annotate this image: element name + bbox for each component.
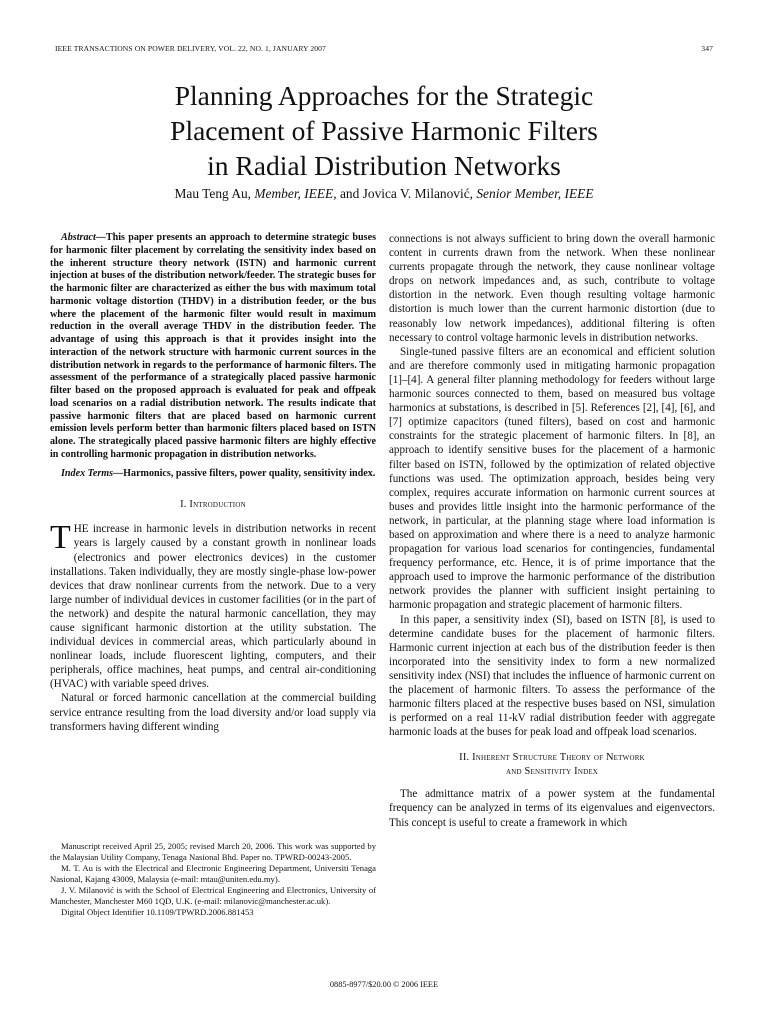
index-terms-text: Harmonics, passive filters, power quality, sensitivity index. bbox=[123, 467, 376, 479]
journal-name: IEEE TRANSACTIONS ON POWER DELIVERY, VOL. 22, NO. 1, JANUARY 2007 bbox=[55, 44, 326, 53]
section-1-title: Introduction bbox=[189, 499, 246, 511]
author-line bbox=[60, 186, 708, 202]
section-2-numeral: II. bbox=[459, 752, 470, 764]
index-terms bbox=[50, 468, 376, 481]
left-column bbox=[50, 232, 376, 734]
page-number: 347 bbox=[701, 44, 713, 53]
abstract-lead: Abstract— bbox=[61, 232, 106, 243]
abstract-text: This paper presents an approach to determine strategic buses for harmonic filter placement by correlating the sensitivity index based on the inherent structure theory network (ISTN) and harmonic current injection at buses of the distribution network/feeder. The strategic buses for the harmonic filter are characterized as either the bus with maximum total harmonic voltage distortion (THDV) in a distribution feeder, or the bus where the placement of the harmonic filter would result in maximum reduction in the overall average THDV in the distribution feeder. The advantage of using this approach is that it provides insight into the interaction of the network structure with harmonic current sources in the distribution network in regards to the performance of harmonic filters. The assessment of the performance of a strategically placed passive harmonic filter based on the proposed approach is evaluated for peak and offpeak load scenarios on a radial distribution network. The results indicate that passive harmonic filters that are placed based on harmonic current emission levels perform better than harmonic filters placed based on ISTN alone. The strategically placed passive harmonic filters are highly effective in controlling harmonic propagation in distribution networks. bbox=[50, 232, 376, 460]
right-paragraph-4: The admittance matrix of a power system at the fundamental frequency can be analyzed in terms of its eigenvalues and eigenvectors. This concept is useful to create a framework in which bbox=[389, 788, 715, 829]
right-paragraph-3: In this paper, a sensitivity index (SI), based on ISTN [8], is used to determine candidate buses for the placement of harmonic filters. Harmonic current injection at each bus of the distribution feeder is then incorporated into the sensitivity index to form a new normalized sensitivity index (NSI) that includes the influence of harmonic current on the placement of harmonic filters. To assess the performance of the harmonic filters placed at the respective buses based on NSI, simulation is performed on a real 11-kV radial distribution feeder with aggregate harmonic loads at the buses for peak load and offpeak load scenarios. bbox=[389, 613, 715, 739]
author-2-affiliation: Senior Member, IEEE bbox=[476, 186, 594, 201]
section-1-numeral: I. bbox=[180, 499, 187, 511]
footnote-received: Manuscript received April 25, 2005; revised March 20, 2006. This work was supported by the Malaysian Utility Company, Tenaga Nasional Bhd. Paper no. TPWRD-00243-2005. bbox=[50, 841, 376, 862]
author-2: Jovica V. Milanović, bbox=[362, 186, 473, 201]
intro-paragraph-2: Natural or forced harmonic cancellation at the commercial building service entrance resulting from the load diversity and/or load supply via transformers having different winding bbox=[50, 692, 376, 733]
right-column bbox=[389, 232, 715, 830]
intro-text-1: HE increase in harmonic levels in distribution networks in recent years is largely caused by a constant growth in nonlinear loads (electronics and power electronics devices) in the customer installations. Taken individually, they are mostly single-phase low-power devices that draw nonlinear currents from the network. Due to a very large number of individual devices in customer facilities (or in the part of the network) and despite the natural harmonic cancellation, they may cause significant harmonic distortion at the utility substation. The individual devices in commercial areas, which particularly abound in nonlinear loads, include fluorescent lighting, computers, and their peripherals, office machines, heat pumps, and central air-conditioning (HVAC) with variable speed drives. bbox=[50, 523, 376, 691]
title-line-3: in Radial Distribution Networks bbox=[207, 150, 561, 181]
right-paragraph-2: Single-tuned passive filters are an economical and efficient solution and are therefore commonly used in mitigating harmonic propagation [1]–[4]. A general filter planning methodology for feeders without large harmonic sources connected to them, based on measured bus voltage harmonics at substations, is described in [5]. References [2], [4], [6], and [7] optimize capacitors (tuned filters), based on cost and harmonic constraints for the strategic placement of harmonic filters. In [8], an approach to identify sensitive buses for the placement of a harmonic filter based on ISTN, followed by the optimization of related objective functions was used. The optimization approach, besides being very complex, requires accurate information on harmonic current sources at buses and provides little insight into the harmonic performance of the network, in particular, at the planning stage where load information is based on approximation and where there is a need to analyze harmonic propagation for various load scenarios for contingencies, fundamental frequency performance, etc. Hence, it is of prime importance that the approach used to improve the harmonic performance of the distribution network provides the planner with sufficient insight pertaining to harmonic propagation and strategic placement of harmonic filters. bbox=[389, 345, 715, 612]
drop-cap: T bbox=[50, 519, 71, 557]
author-1-affiliation: Member, IEEE, bbox=[254, 186, 337, 201]
paper-title bbox=[60, 78, 708, 183]
footnote-doi: Digital Object Identifier 10.1109/TPWRD.2006.881453 bbox=[61, 907, 254, 917]
section-2-title-line-1: Inherent Structure Theory of Network bbox=[472, 752, 645, 764]
copyright-line: 0885-8977/$20.00 © 2006 IEEE bbox=[329, 980, 439, 989]
footnote bbox=[50, 841, 376, 918]
index-terms-lead: Index Terms— bbox=[61, 467, 124, 479]
title-line-1: Planning Approaches for the Strategic bbox=[174, 80, 594, 111]
right-paragraph-1: connections is not always sufficient to bring down the overall harmonic content in currents drawn from the network. When these nonlinear currents propagate through the network, they cause nonlinear voltage drops on network impedances and, as such, contribute to voltage distortion in the network. Even though resulting voltage harmonic distortion is much lower than the current harmonic distortion (due to reasonably low network impedances), additional filtering is often necessary to control voltage harmonic levels in distribution networks. bbox=[389, 233, 715, 344]
footnote-author-milanovic: J. V. Milanović is with the School of Electrical Engineering and Electronics, University of Manchester, Manchester M60 1QD, U.K. (e-mail: milanovic@manchester.ac.uk). bbox=[50, 885, 376, 906]
title-line-2: Placement of Passive Harmonic Filters bbox=[170, 115, 598, 146]
abstract bbox=[50, 232, 376, 462]
section-heading-inherent-structure bbox=[389, 751, 715, 778]
footnote-author-au: M. T. Au is with the Electrical and Electronic Engineering Department, Universiti Tenaga Nasional, Kajang 43009, Malaysia (e-mail: mtau@uniten.edu.my). bbox=[50, 863, 376, 884]
section-heading-introduction bbox=[50, 498, 376, 512]
section-2-title-line-2: and Sensitivity Index bbox=[505, 765, 599, 777]
author-conjunction: and bbox=[339, 186, 360, 201]
intro-paragraph-1 bbox=[50, 519, 376, 691]
author-1: Mau Teng Au, bbox=[174, 186, 252, 201]
